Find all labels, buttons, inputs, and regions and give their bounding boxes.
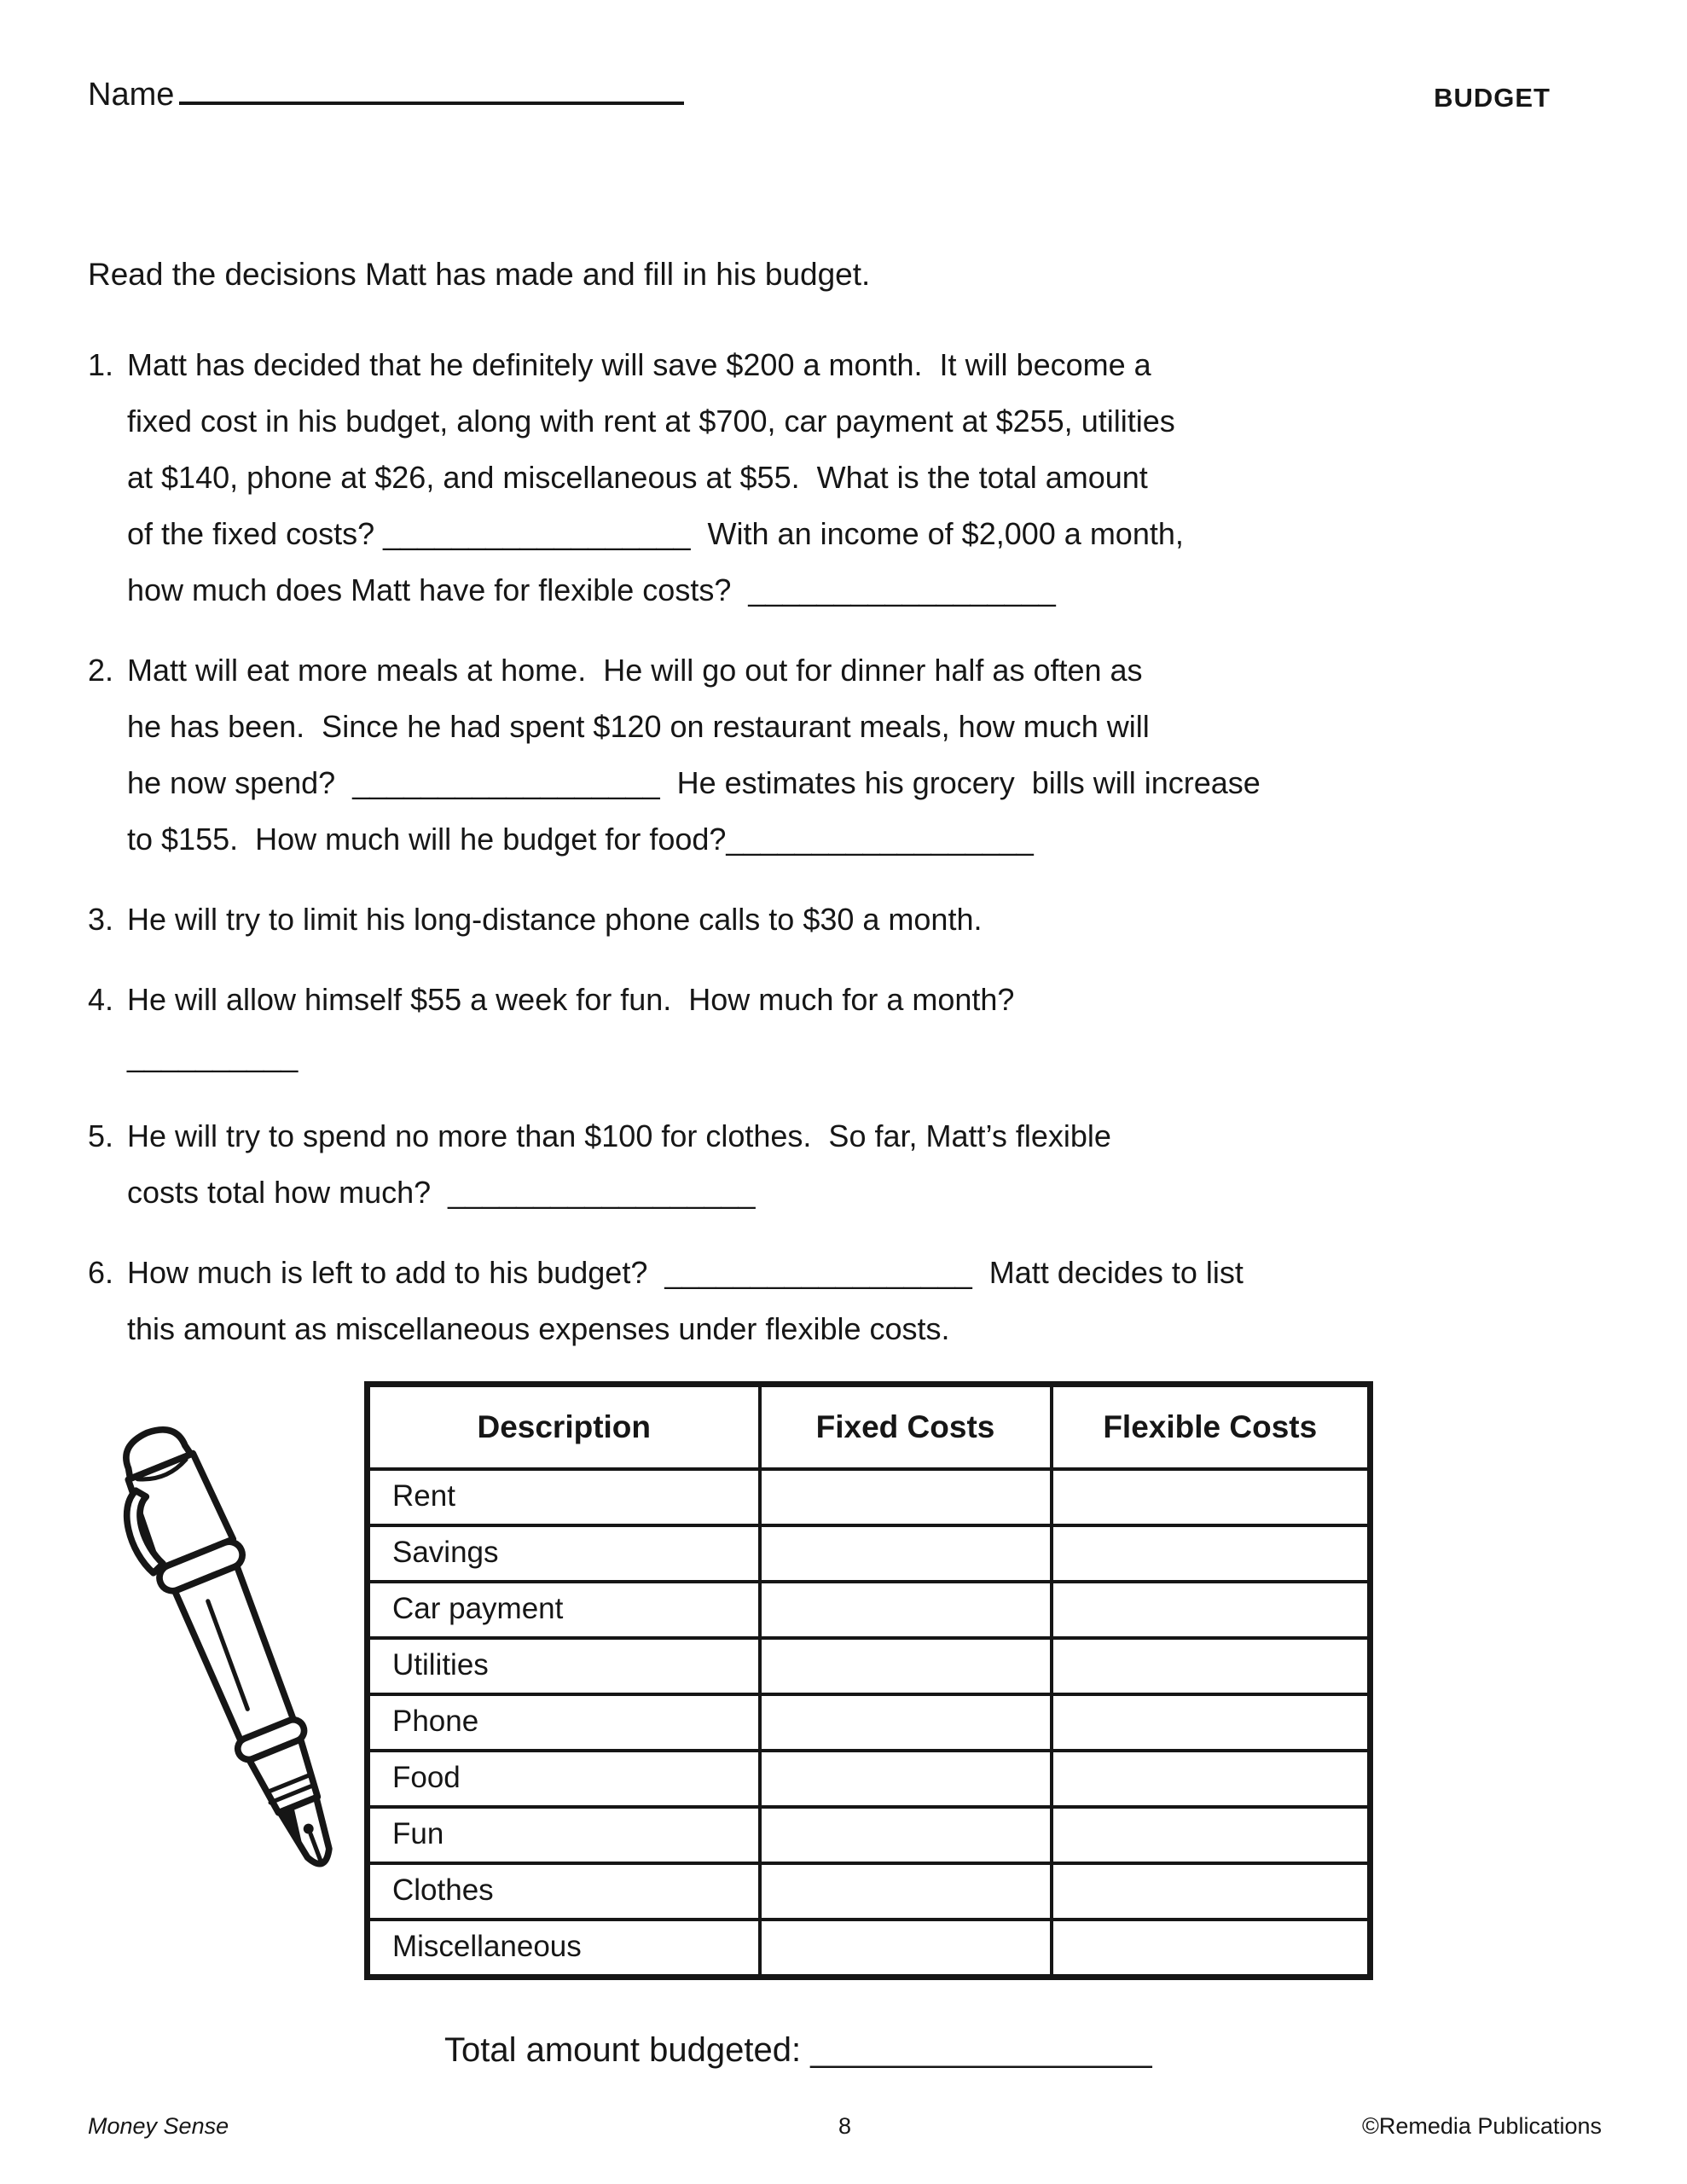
budget-section	[88, 1381, 1551, 1980]
table-row	[368, 1582, 1371, 1638]
name-label: Name	[88, 77, 175, 113]
name-field	[88, 73, 684, 113]
column-header: Flexible Costs	[1052, 1385, 1371, 1470]
questions	[88, 337, 1452, 1357]
flexible-costs-cell	[1052, 1469, 1371, 1525]
fixed-costs-cell	[760, 1807, 1052, 1863]
flexible-costs-cell	[1052, 1920, 1371, 1978]
table-row	[368, 1920, 1371, 1978]
budget-table-body	[368, 1469, 1371, 1978]
fixed-costs-cell	[760, 1525, 1052, 1582]
name-underline	[179, 73, 684, 105]
question-number: 1.	[88, 347, 114, 382]
table-row	[368, 1751, 1371, 1807]
fixed-costs-cell	[760, 1694, 1052, 1751]
budget-table-head	[368, 1385, 1371, 1470]
description-cell: Food	[368, 1751, 760, 1807]
flexible-costs-cell	[1052, 1807, 1371, 1863]
question-number: 4.	[88, 982, 114, 1017]
question-item	[88, 1108, 1452, 1221]
fixed-costs-cell	[760, 1920, 1052, 1978]
total-label: Total amount budgeted:	[444, 2031, 802, 2069]
description-cell: Fun	[368, 1807, 760, 1863]
question-number: 2.	[88, 653, 114, 688]
flexible-costs-cell	[1052, 1863, 1371, 1920]
question-item	[88, 642, 1452, 868]
flexible-costs-cell	[1052, 1638, 1371, 1694]
question-number: 6.	[88, 1255, 114, 1290]
fountain-pen-illustration	[100, 1403, 376, 1913]
footer-book-title: Money Sense	[88, 2113, 229, 2139]
description-cell: Utilities	[368, 1638, 760, 1694]
fixed-costs-cell	[760, 1638, 1052, 1694]
table-row	[368, 1469, 1371, 1525]
flexible-costs-cell	[1052, 1582, 1371, 1638]
description-cell: Miscellaneous	[368, 1920, 760, 1978]
question-number: 3.	[88, 902, 114, 937]
question-text: Matt will eat more meals at home. He will go out for dinner half as often as he has been. Since he had spent $120 on restaurant meals, how much will he now spend? __________________ He estimates his grocery bills will increase to $155. How much will he budget for food?__________________	[127, 653, 1261, 857]
question-text: He will allow himself $55 a week for fun. How much for a month? __________	[127, 982, 1015, 1073]
question-text: Matt has decided that he definitely will save $200 a month. It will become a fixed cost in his budget, along with rent at $700, car payment at $255, utilities at $140, phone at $26, and miscellaneous at $55. What is the total amount of the fixed costs? __________________ With an income of $2,000 a month, how much does Matt have for flexible costs? __________________	[127, 347, 1184, 607]
page-header	[88, 73, 1551, 113]
question-text: He will try to limit his long-distance phone calls to $30 a month.	[127, 902, 983, 937]
table-row	[368, 1807, 1371, 1863]
flexible-costs-cell	[1052, 1751, 1371, 1807]
column-header: Description	[368, 1385, 760, 1470]
budget-table	[364, 1381, 1373, 1980]
instructions-text: Read the decisions Matt has made and fill in his budget.	[88, 257, 871, 292]
table-row	[368, 1525, 1371, 1582]
footer-publisher: ©Remedia Publications	[1361, 2113, 1602, 2139]
page-footer	[88, 2113, 1602, 2140]
table-row	[368, 1694, 1371, 1751]
fixed-costs-cell	[760, 1751, 1052, 1807]
question-text: How much is left to add to his budget? __________________ Matt decides to list this amount as miscellaneous expenses under flexible costs.	[127, 1255, 1244, 1346]
pen-barrel	[175, 1566, 299, 1744]
question-item	[88, 972, 1452, 1084]
flexible-costs-cell	[1052, 1525, 1371, 1582]
description-cell: Car payment	[368, 1582, 760, 1638]
description-cell: Clothes	[368, 1863, 760, 1920]
description-cell: Rent	[368, 1469, 760, 1525]
fixed-costs-cell	[760, 1863, 1052, 1920]
question-number: 5.	[88, 1118, 114, 1153]
table-row	[368, 1863, 1371, 1920]
fixed-costs-cell	[760, 1582, 1052, 1638]
flexible-costs-cell	[1052, 1694, 1371, 1751]
pen-column	[88, 1381, 364, 1980]
page-title: BUDGET	[1434, 83, 1551, 113]
question-item	[88, 1245, 1452, 1357]
description-cell: Phone	[368, 1694, 760, 1751]
total-line	[444, 2031, 1551, 2070]
total-blank: __________________	[810, 2031, 1152, 2069]
question-item	[88, 892, 1452, 948]
description-cell: Savings	[368, 1525, 760, 1582]
fixed-costs-cell	[760, 1469, 1052, 1525]
table-header-row	[368, 1385, 1371, 1470]
footer-page-number: 8	[838, 2113, 852, 2139]
table-row	[368, 1638, 1371, 1694]
question-item	[88, 337, 1452, 619]
question-text: He will try to spend no more than $100 for clothes. So far, Matt’s flexible costs total how much? __________________	[127, 1118, 1111, 1210]
column-header: Fixed Costs	[760, 1385, 1052, 1470]
